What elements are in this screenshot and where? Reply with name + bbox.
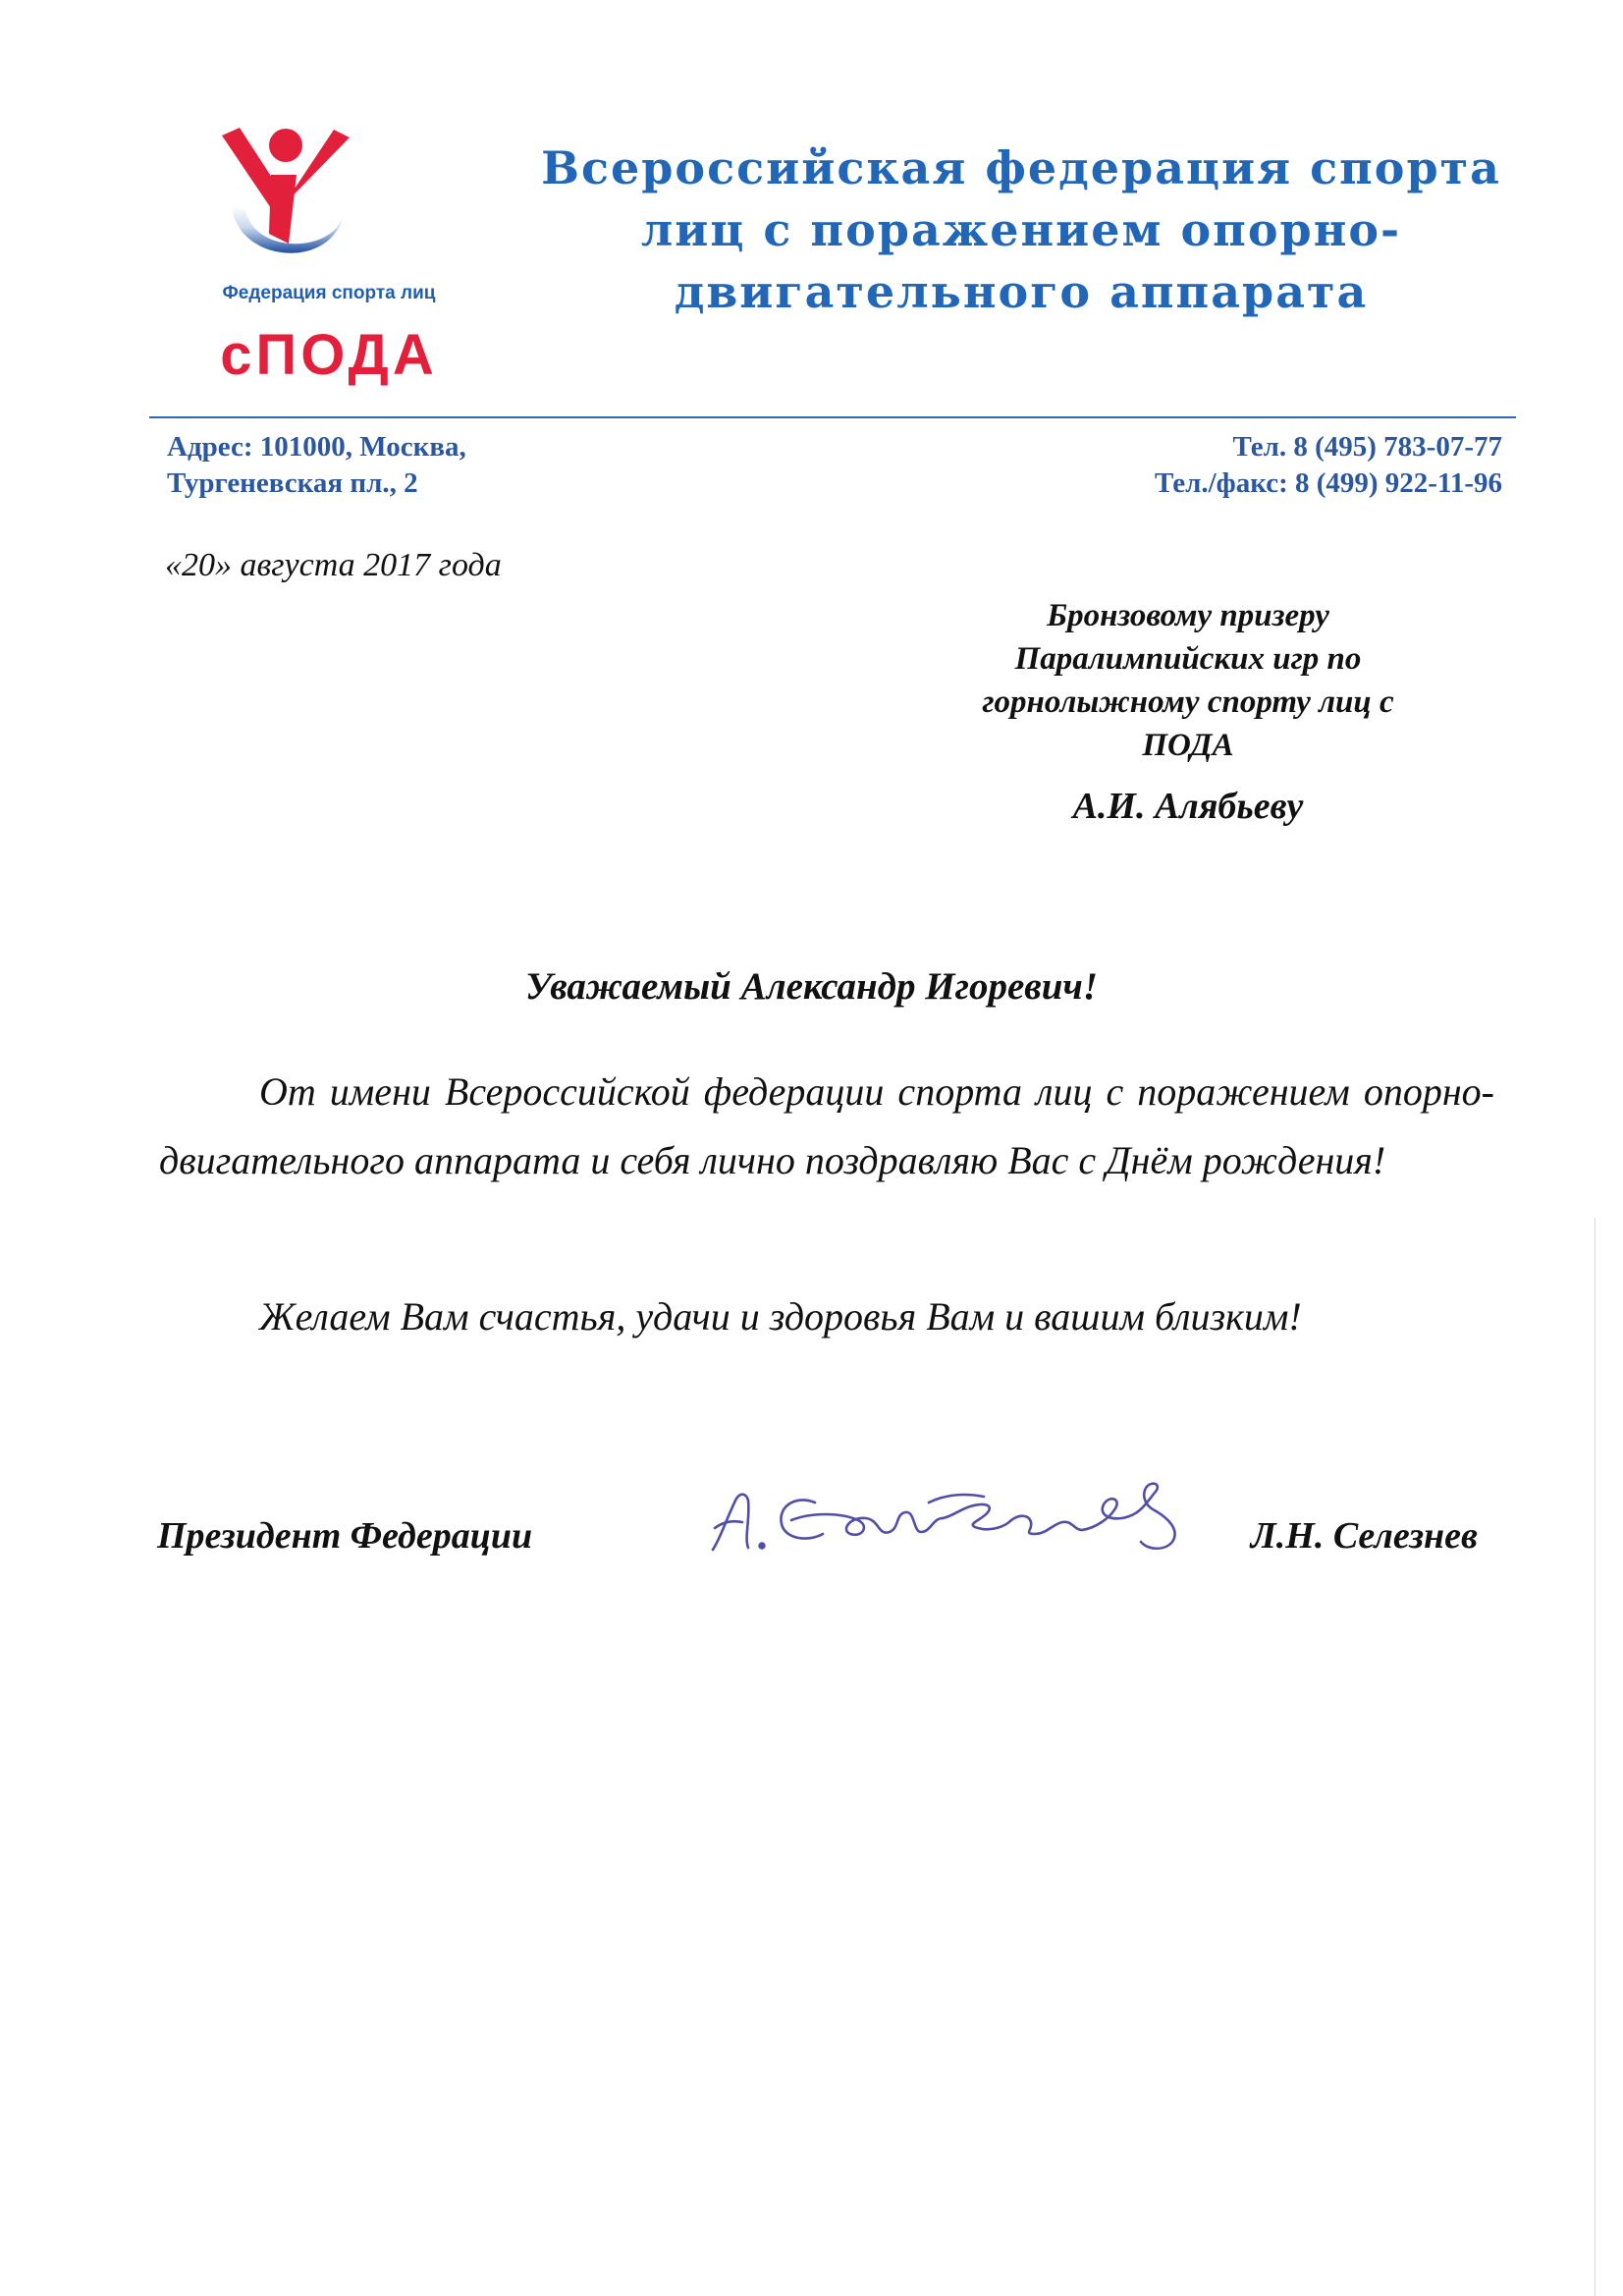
signer-title: Президент Федерации: [157, 1515, 533, 1557]
salutation: Уважаемый Александр Игоревич!: [524, 965, 1099, 1008]
logo-emblem-icon: [187, 116, 383, 278]
recipient-line: горнолыжному спорту лиц с: [982, 684, 1394, 720]
body-paragraph: Желаем Вам счастья, удачи и здоровья Вам и вашим близким!: [259, 1294, 1302, 1339]
recipient-block: [903, 594, 1473, 767]
organization-title: [535, 137, 1507, 323]
contact-phones: [1155, 429, 1502, 502]
organization-title-line: двигательного аппарата: [674, 265, 1369, 318]
phone-line: Тел./факс: 8 (499) 922-11-96: [1154, 467, 1502, 499]
address-line: Тургеневская пл., 2: [167, 467, 418, 499]
letter-date: «20» августа 2017 года: [165, 547, 502, 583]
phone-line: Тел. 8 (495) 783-07-77: [1232, 431, 1502, 463]
organization-title-line: Всероссийская федерация спорта: [541, 141, 1501, 194]
logo-caption: Федерация спорта лиц: [222, 283, 436, 303]
recipient-line: ПОДА: [1142, 728, 1234, 763]
page-edge: [1595, 1218, 1596, 2296]
federation-logo: [187, 116, 501, 401]
body-paragraph: От имени Всероссийской федерации спорта лиц с поражением опорно-двигательного аппарата и себя лично поздравляю Вас с Днём рождения!: [159, 1069, 1494, 1182]
signer-name: Л.Н. Селезнев: [1250, 1515, 1478, 1557]
organization-title-line: лиц с поражением опорно-: [640, 203, 1402, 256]
recipient-line: Паралимпийских игр по: [1014, 641, 1362, 677]
handwritten-signature: [693, 1459, 1204, 1567]
recipient-line: Бронзовому призеру: [1047, 598, 1329, 633]
logo-wordmark: сПОДА: [220, 323, 438, 387]
recipient-name: А.И. Алябьеву: [1072, 786, 1304, 827]
address-block: [167, 429, 466, 502]
address-line: Адрес: 101000, Москва,: [167, 431, 466, 463]
header-divider: [149, 416, 1516, 418]
